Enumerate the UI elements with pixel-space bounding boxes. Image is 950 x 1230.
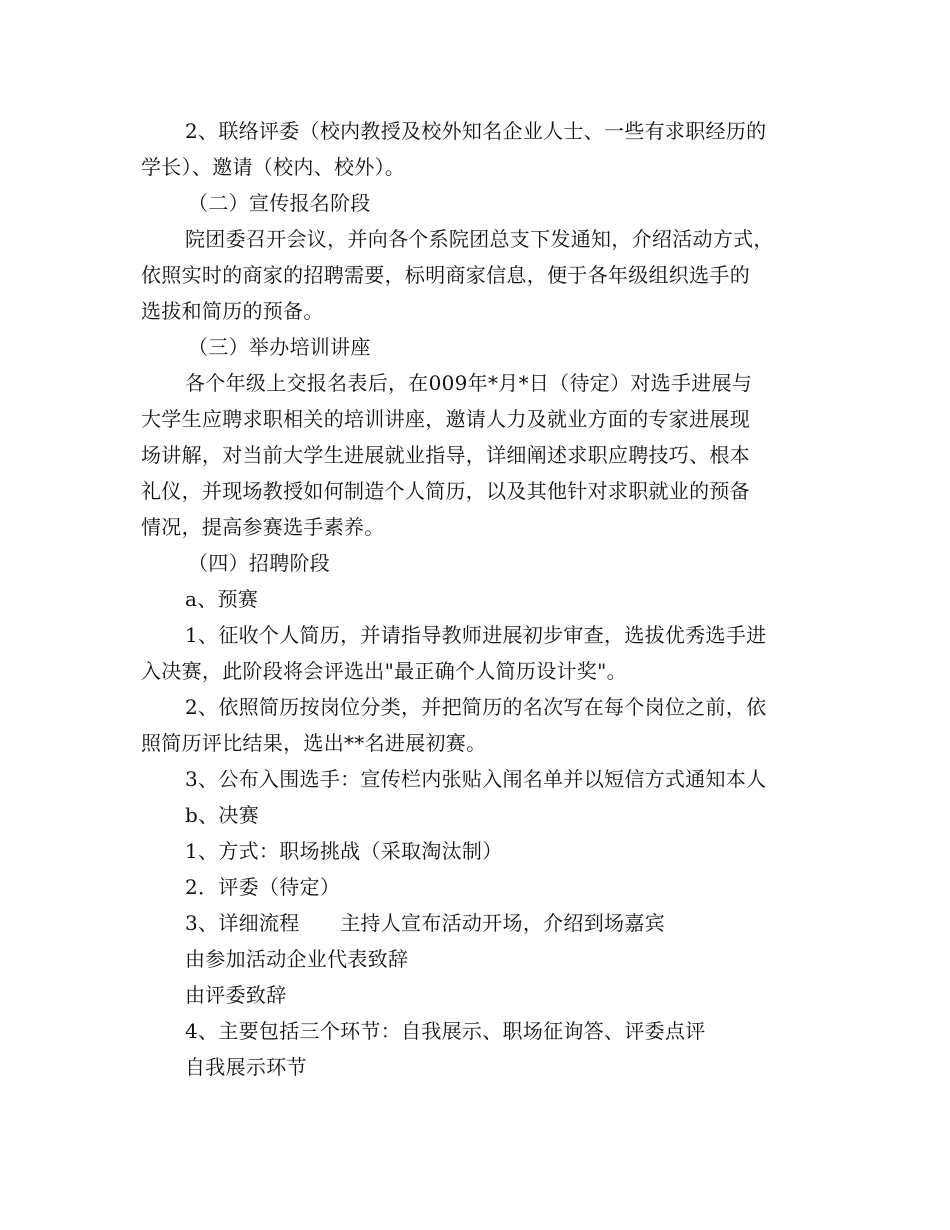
- paragraph-line: 1、征收个人简历，并请指导教师进展初步审查，选拔优秀选手进: [185, 623, 767, 647]
- section-heading: （三）举办培训讲座: [188, 335, 371, 359]
- paragraph-line: 2．评委（待定）: [185, 875, 341, 899]
- paragraph-line: 自我展示环节: [185, 1055, 307, 1079]
- paragraph-line: 学长）、邀请（校内、校外）。: [141, 155, 406, 179]
- paragraph-line: 选拔和简历的预备。: [141, 299, 324, 323]
- section-heading: （四）招聘阶段: [188, 551, 331, 575]
- paragraph-line: 礼仪，并现场教授如何制造个人简历，以及其他针对求职就业的预备: [141, 479, 750, 503]
- paragraph-line: 情况，提高参赛选手素养。: [141, 515, 385, 539]
- paragraph-line: 院团委召开会议，并向各个系院团总支下发通知，介绍活动方式，: [185, 227, 774, 251]
- subsection-label: a、预赛: [185, 587, 259, 611]
- paragraph-line: 各个年级上交报名表后，在009年*月*日（待定）对选手进展与: [185, 371, 753, 395]
- paragraph-line: 由评委致辞: [185, 983, 287, 1007]
- paragraph-line: 大学生应聘求职相关的培训讲座，邀请人力及就业方面的专家进展现: [141, 407, 750, 431]
- paragraph-line: 入决赛，此阶段将会评选出"最正确个人简历设计奖"。: [141, 659, 627, 683]
- paragraph-line: 3、公布入围选手：宣传栏内张贴入闱名单并以短信方式通知本人: [185, 767, 767, 791]
- paragraph-line: 照简历评比结果，选出**名进展初赛。: [141, 731, 487, 755]
- paragraph-line: 4、主要包括三个环节：自我展示、职场征询答、评委点评: [185, 1019, 706, 1043]
- section-heading: （二）宣传报名阶段: [188, 191, 371, 215]
- paragraph-line: 2、联络评委（校内教授及校外知名企业人士、一些有求职经历的: [185, 119, 767, 143]
- paragraph-line: 由参加活动企业代表致辞: [185, 947, 409, 971]
- paragraph-line: 场讲解，对当前大学生进展就业指导，详细阐述求职应聘技巧、根本: [141, 443, 750, 467]
- subsection-label: b、决赛: [185, 803, 260, 827]
- paragraph-line: 2、依照简历按岗位分类，并把简历的名次写在每个岗位之前，依: [185, 695, 767, 719]
- paragraph-line: 3、详细流程 主持人宣布活动开场，介绍到场嘉宾: [185, 911, 665, 935]
- paragraph-line: 1、方式：职场挑战（采取淘汰制）: [185, 839, 503, 863]
- paragraph-line: 依照实时的商家的招聘需要，标明商家信息，便于各年级组织选手的: [141, 263, 750, 287]
